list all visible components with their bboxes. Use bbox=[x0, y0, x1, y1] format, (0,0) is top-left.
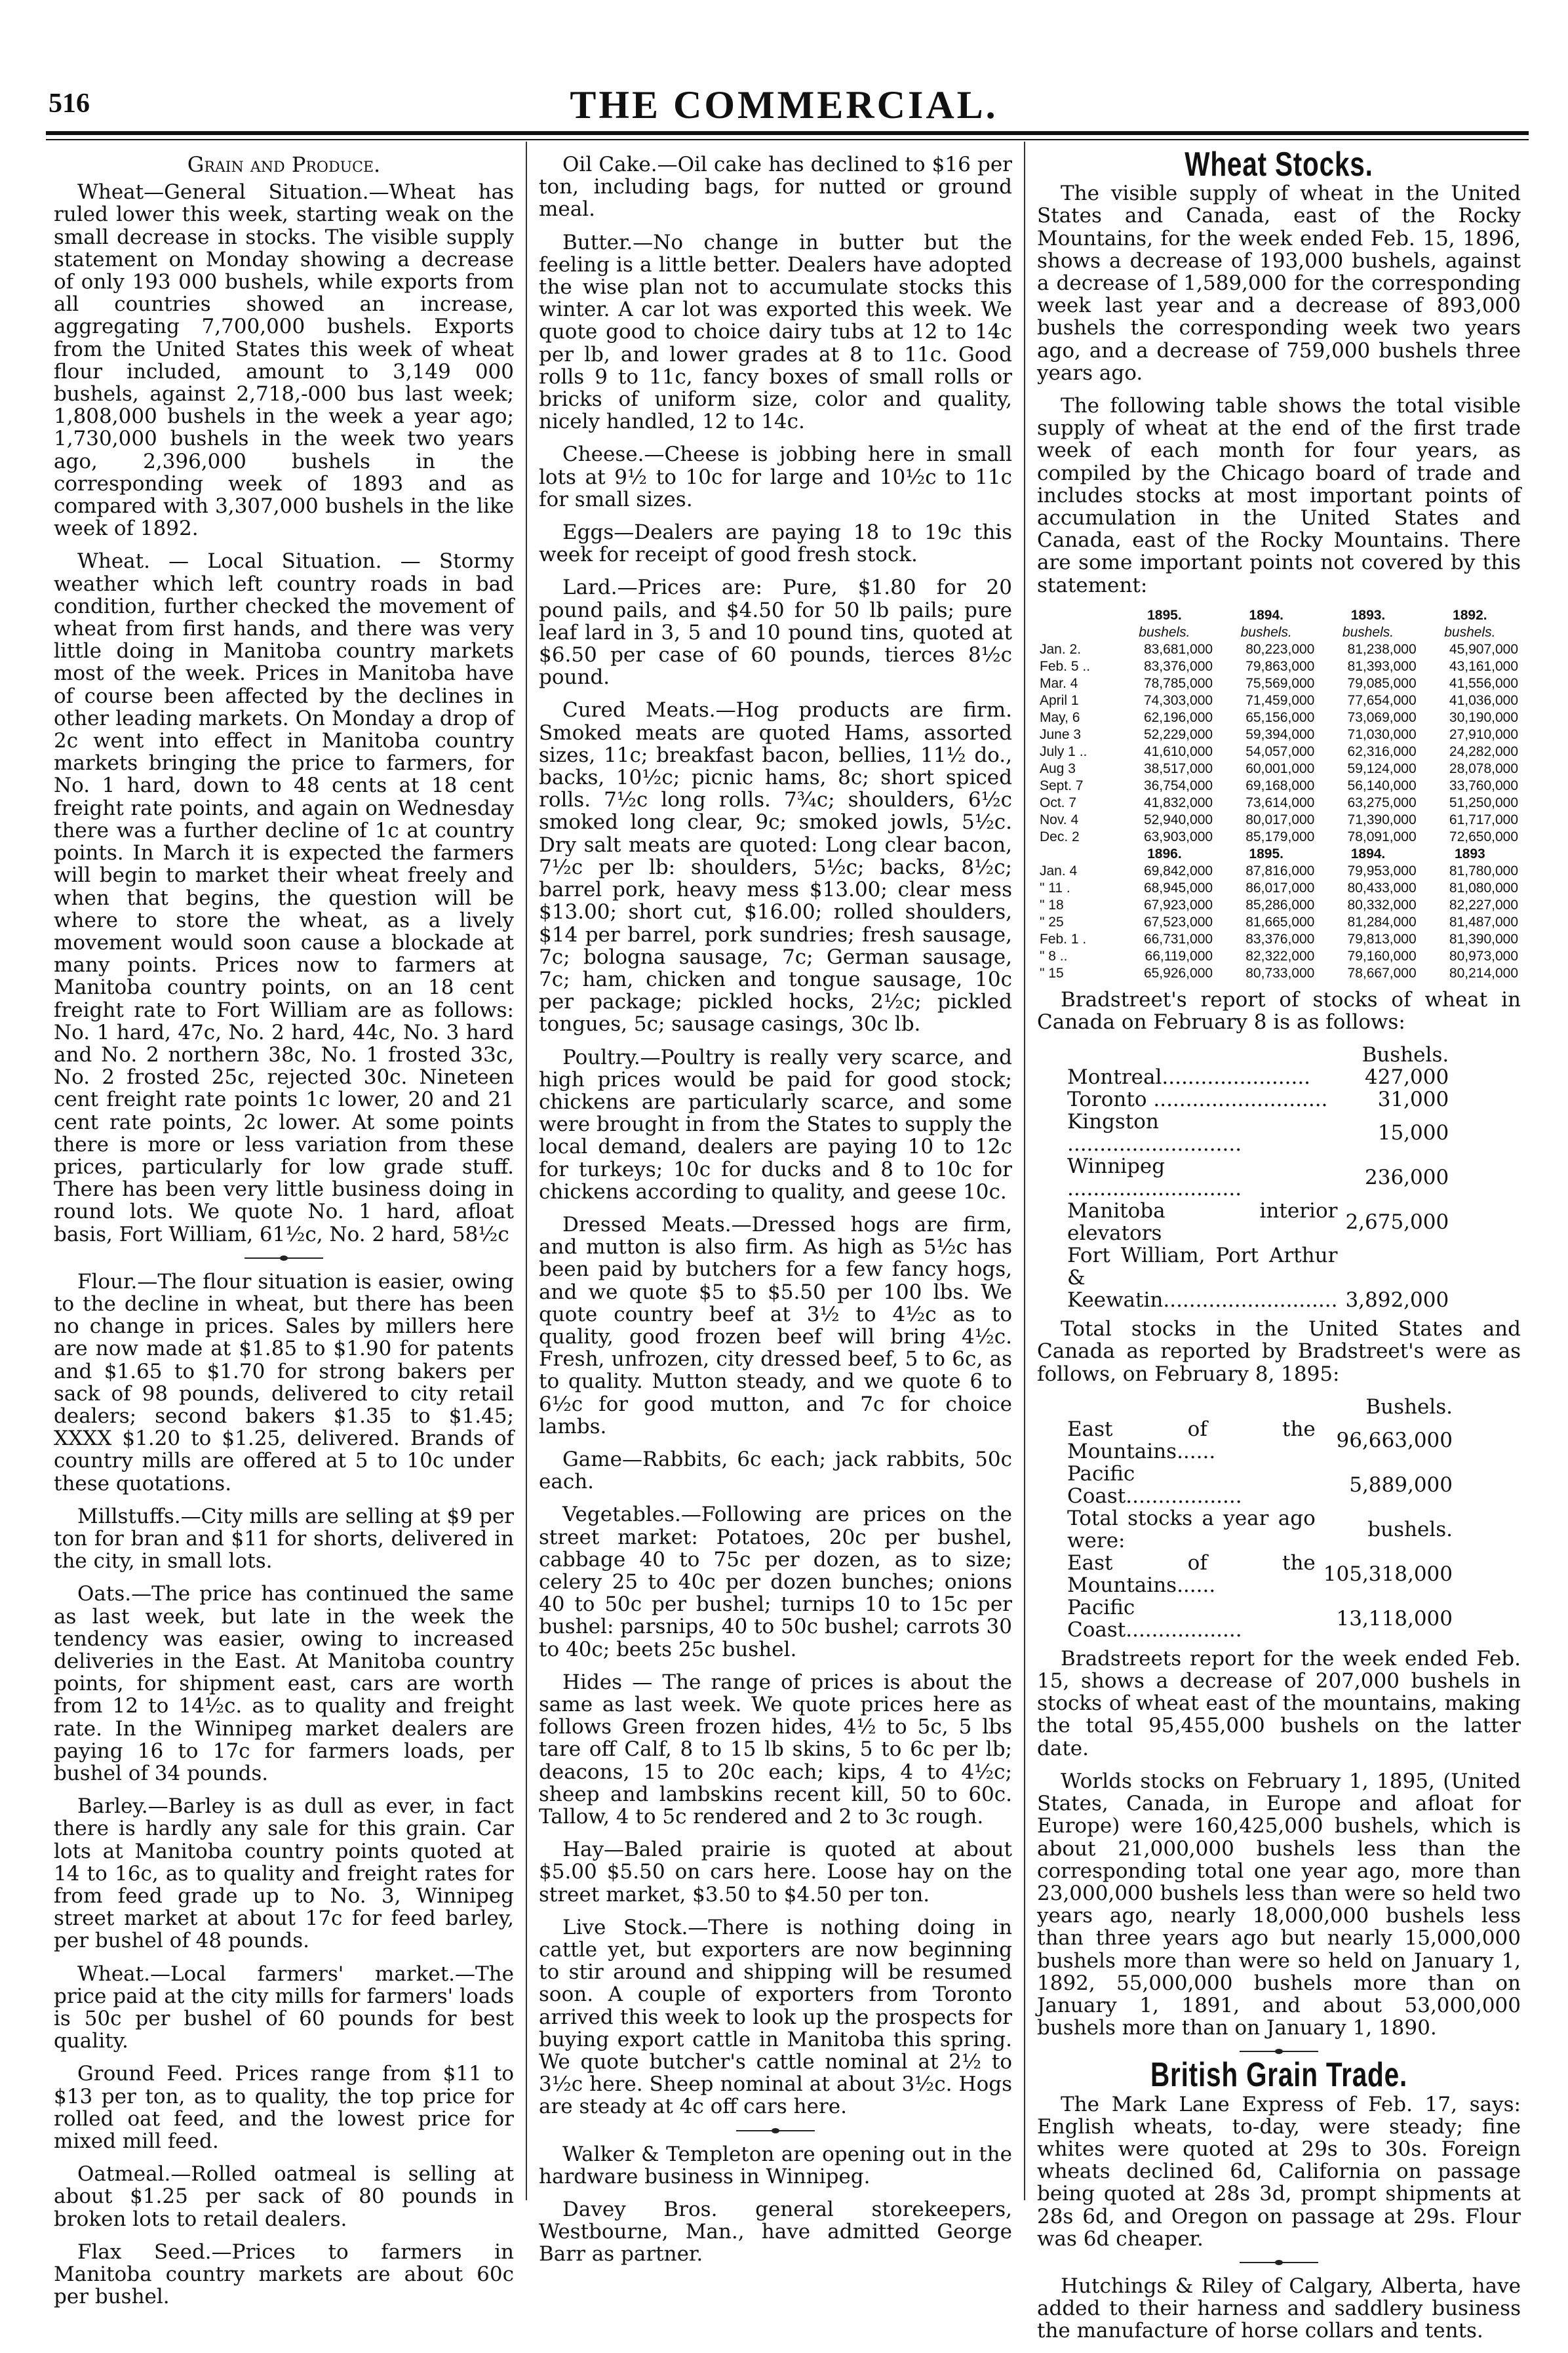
table-cell: 3,892,000 bbox=[1345, 1288, 1449, 1313]
table-cell: Mar. 4 bbox=[1040, 675, 1078, 691]
table-cell: " 25 bbox=[1040, 914, 1064, 930]
publication-title: THE COMMERCIAL. bbox=[570, 83, 998, 127]
table-cell: 80,433,000 bbox=[1347, 880, 1417, 896]
table-cell: 59,124,000 bbox=[1347, 761, 1417, 776]
table-cell: 24,282,000 bbox=[1449, 743, 1518, 759]
table-cell: 79,953,000 bbox=[1347, 863, 1417, 879]
section-divider bbox=[1240, 2262, 1318, 2263]
table-cell: bushels. bbox=[1240, 624, 1292, 640]
table-cell: 62,316,000 bbox=[1347, 743, 1417, 759]
table-cell: 2,675,000 bbox=[1345, 1210, 1449, 1235]
table-cell: 1892. bbox=[1453, 607, 1487, 623]
table-cell: 81,665,000 bbox=[1245, 914, 1315, 930]
table-row bbox=[1063, 1552, 1457, 1596]
table-cell: 52,940,000 bbox=[1143, 812, 1213, 827]
table-header-row bbox=[1063, 1396, 1457, 1418]
paragraph-game: Game—Rabbits, 6c each; jack rabbits, 50c each. bbox=[539, 1447, 1012, 1494]
table-cell: 78,785,000 bbox=[1143, 675, 1213, 691]
table-cell: 72,650,000 bbox=[1449, 829, 1518, 844]
section-divider bbox=[1240, 2051, 1318, 2052]
table-cell: Pacific Coast.................. bbox=[1067, 1461, 1242, 1508]
table-cell: 45,907,000 bbox=[1449, 641, 1518, 657]
table-cell: 65,926,000 bbox=[1143, 965, 1213, 981]
table-cell: 81,780,000 bbox=[1449, 863, 1518, 879]
table-cell: 80,973,000 bbox=[1449, 948, 1518, 964]
table-cell: 30,190,000 bbox=[1449, 709, 1518, 725]
table-cell: 71,459,000 bbox=[1245, 692, 1315, 708]
table-cell: May, 6 bbox=[1040, 709, 1080, 725]
canada-stocks-table bbox=[1063, 1044, 1453, 1311]
table-row bbox=[1037, 675, 1521, 692]
table-row bbox=[1063, 1200, 1453, 1244]
table-cell: Pacific Coast.................. bbox=[1067, 1595, 1242, 1642]
table-cell: 28,078,000 bbox=[1449, 761, 1518, 776]
paragraph-barley: Barley.—Barley is as dull as ever, in fact there is hardly any sale for this grain. Car lots at Manitoba country points quoted at 14 to 16c, as to quality and freight rates for from feed grade up to No. 3, Winnipeg street market at about 17c for feed barley, per bushel of 48 pounds. bbox=[54, 1794, 514, 1953]
table-cell: 69,168,000 bbox=[1245, 778, 1315, 793]
table-cell: bushels. bbox=[1444, 624, 1496, 640]
table-cell bbox=[1037, 846, 1114, 863]
table-row bbox=[1037, 692, 1521, 709]
table-cell: Nov. 4 bbox=[1040, 812, 1079, 827]
table-cell: Manitoba interior elevators bbox=[1067, 1199, 1338, 1246]
table-cell: 15,000 bbox=[1377, 1121, 1449, 1145]
heading-british-grain-trade: British Grain Trade. bbox=[1150, 2056, 1407, 2095]
table-cell: " 15 bbox=[1040, 965, 1064, 981]
table-row bbox=[1037, 880, 1521, 897]
paragraph-bradstreet-canada: Bradstreet's report of stocks of wheat in Canada on February 8 is as follows: bbox=[1037, 987, 1521, 1035]
table-cell: East of the Mountains...... bbox=[1067, 1551, 1316, 1597]
page-number: 516 bbox=[49, 89, 90, 119]
table-cell: 51,250,000 bbox=[1449, 795, 1518, 810]
table-cell: 74,303,000 bbox=[1143, 692, 1213, 708]
table-row bbox=[1037, 641, 1521, 658]
table-year-header bbox=[1037, 607, 1521, 624]
table-row bbox=[1037, 778, 1521, 795]
table-cell: bushels. bbox=[1367, 1517, 1453, 1541]
table-cell: 68,945,000 bbox=[1143, 880, 1213, 896]
table-cell: 78,667,000 bbox=[1347, 965, 1417, 981]
table-cell: 43,161,000 bbox=[1449, 658, 1518, 674]
paragraph-mark-lane: The Mark Lane Express of Feb. 17, says: English wheats, to-day, were steady; fine whites were quoted at 29s to 30s. Foreign wheats declined 6d, California on passage being quoted at 28s 3d, prompt shipments at 28s 6d, and Oregon on passage at 29s. Flour was 6d cheaper. bbox=[1037, 2092, 1521, 2251]
table-cell: Aug 3 bbox=[1040, 761, 1076, 776]
table-cell: " 18 bbox=[1040, 897, 1064, 913]
table-cell: 85,286,000 bbox=[1245, 897, 1315, 913]
paragraph-hides: Hides — The range of prices is about the same as last week. We quote prices here as follows Green frozen hides, 4½ to 5c, 5 lbs tare off Calf, 8 to 15 lb skins, 5 to 6c per lb; deacons, 15 to 20c each; kips, 4 to 4½c; sheep and lambskins recent kill, 50 to 60c. Tallow, 4 to 5c rendered and 2 to 3c rough. bbox=[539, 1670, 1012, 1829]
table-row bbox=[1037, 743, 1521, 761]
paragraph-bradstreet-decrease: Bradstreets report for the week ended Feb. 15, shows a decrease of 207,000 bushels in stocks of wheat east of the mountains, making the total 95,455,000 bushels on the latter date. bbox=[1037, 1646, 1521, 1760]
table-cell: 67,923,000 bbox=[1143, 897, 1213, 913]
table-cell: 79,085,000 bbox=[1347, 675, 1417, 691]
table-cell: 5,889,000 bbox=[1349, 1473, 1453, 1497]
table-cell: 73,614,000 bbox=[1245, 795, 1315, 810]
table-cell: 71,390,000 bbox=[1347, 812, 1417, 827]
table-cell: 1893. bbox=[1350, 607, 1386, 623]
column-divider bbox=[526, 142, 527, 2200]
table-cell: Keewatin........................... bbox=[1067, 1288, 1338, 1313]
column-grain-and-produce bbox=[54, 153, 514, 2318]
paragraph-hay: Hay—Baled prairie is quoted at about $5.00 $5.50 on cars here. Loose hay on the street market, $3.50 to $4.50 per ton. bbox=[539, 1838, 1012, 1907]
table-row bbox=[1037, 709, 1521, 726]
table-cell: 41,036,000 bbox=[1449, 692, 1518, 708]
table-cell: July 1 .. bbox=[1040, 743, 1088, 759]
paragraph-lard: Lard.—Prices are: Pure, $1.80 for 20 pound pails, and $4.50 for 50 lb pails; pure leaf lard in 3, 5 and 10 pound tins, quoted at $6.50 per case of 60 pounds, tierces 8½c pound. bbox=[539, 576, 1012, 690]
paragraph-davey-bros: Davey Bros. general storekeepers, Westbourne, Man., have admitted George Barr as partner. bbox=[539, 2198, 1012, 2266]
table-cell: 81,390,000 bbox=[1449, 931, 1518, 947]
table-cell: 1896. bbox=[1147, 846, 1182, 861]
paragraph-walker-templeton: Walker & Templeton are opening out in the hardware business in Winnipeg. bbox=[539, 2142, 1012, 2188]
table-cell bbox=[1037, 607, 1114, 624]
table-cell: 63,275,000 bbox=[1347, 795, 1417, 810]
paragraph-wheat-farmers-market: Wheat.—Local farmers' market.—The price paid at the city mills for farmers' loads is 50c per bushel of 60 pounds for best quality. bbox=[54, 1962, 514, 2053]
table-row bbox=[1063, 1066, 1453, 1088]
table-cell bbox=[1037, 624, 1114, 641]
table-cell: 427,000 bbox=[1365, 1065, 1449, 1090]
column-produce-continued bbox=[539, 153, 1012, 2276]
masthead-rule-thick bbox=[46, 131, 1529, 135]
paragraph-worlds-stocks: Worlds stocks on February 1, 1895, (United States, Canada, in Europe and afloat for Europe) were 160,425,000 bushels, which is about 21,000,000 bushels less than the corresponding total one year ago, more than 23,000,000 bushels less than were so held two years ago, nearly 18,000,000 bushels less than three years ago but nearly 15,000,000 bushels more than were so held on January 1, 1892, 55,000,000 bushels more than on January 1, 1891, and about 53,000,000 bushels more than on January 1, 1890. bbox=[1037, 1769, 1521, 2040]
table-cell: bushels. bbox=[1342, 624, 1394, 640]
table-cell: 38,517,000 bbox=[1143, 761, 1213, 776]
table-row bbox=[1063, 1507, 1457, 1552]
table-row bbox=[1063, 1596, 1457, 1641]
table-cell: 1894. bbox=[1249, 607, 1284, 623]
table-cell: 61,717,000 bbox=[1449, 812, 1518, 827]
table-cell: Jan. 4 bbox=[1040, 863, 1078, 879]
table-cell: 236,000 bbox=[1365, 1166, 1449, 1190]
table-cell: 65,156,000 bbox=[1245, 709, 1315, 725]
paragraph-butter: Butter.—No change in butter but the feeling is a little better. Dealers have adopted the wise plan not to accumulate stocks this winter. A car lot was exported this week. We quote good to choice dairy tubs at 12 to 14c per lb, and lower grades at 8 to 11c. Good rolls 9 to 11c, fancy boxes of small rolls or bricks of uniform size, color and quality, nicely handled, 12 to 14c. bbox=[539, 230, 1012, 434]
table-cell: " 8 .. bbox=[1040, 948, 1068, 964]
table-row bbox=[1063, 1088, 1453, 1111]
table-row bbox=[1037, 863, 1521, 880]
visible-supply-table bbox=[1037, 607, 1521, 982]
table-cell bbox=[1341, 1244, 1453, 1289]
table-cell: 81,487,000 bbox=[1449, 914, 1518, 930]
table-cell: 86,017,000 bbox=[1245, 880, 1315, 896]
table-row bbox=[1063, 1463, 1457, 1507]
paragraph-flax-seed: Flax Seed.—Prices to farmers in Manitoba country markets are about 60c per bushel. bbox=[54, 2240, 514, 2309]
paragraph-hutchings-riley: Hutchings & Riley of Calgary, Alberta, have added to their harness and saddlery business the manufacture of horse collars and tents. bbox=[1037, 2274, 1521, 2343]
paragraph-oatmeal: Oatmeal.—Rolled oatmeal is selling at about $1.25 per sack of 80 pounds in broken lots to retail dealers. bbox=[54, 2162, 514, 2231]
table-cell: Toronto ........................... bbox=[1067, 1088, 1328, 1112]
paragraph-millstuffs: Millstuffs.—City mills are selling at $9 per ton for bran and $11 for shorts, delivered in the city, in small lots. bbox=[54, 1504, 514, 1573]
table-cell: 71,030,000 bbox=[1347, 726, 1417, 742]
table-unit-header bbox=[1037, 624, 1521, 641]
table-cell: East of the Mountains...... bbox=[1067, 1417, 1316, 1463]
table-cell: 41,556,000 bbox=[1449, 675, 1518, 691]
table-cell: April 1 bbox=[1040, 692, 1079, 708]
table-cell: Fort William, Port Arthur & bbox=[1067, 1244, 1338, 1290]
table-cell: 96,663,000 bbox=[1336, 1428, 1453, 1452]
table-cell: 1895. bbox=[1249, 846, 1284, 861]
table-cell: bushels. bbox=[1139, 624, 1190, 640]
table-cell: Sept. 7 bbox=[1040, 778, 1084, 793]
table-cell: 1893 bbox=[1454, 846, 1485, 861]
heading-wheat-stocks: Wheat Stocks. bbox=[1185, 146, 1373, 184]
table-cell: 41,610,000 bbox=[1143, 743, 1213, 759]
table-cell: 83,681,000 bbox=[1143, 641, 1213, 657]
table-cell: 62,196,000 bbox=[1143, 709, 1213, 725]
table-cell: 85,179,000 bbox=[1245, 829, 1315, 844]
table-cell: 69,842,000 bbox=[1143, 863, 1213, 879]
paragraph-dressed-meats: Dressed Meats.—Dressed hogs are firm, and mutton is also firm. As high as 5½c has been paid by butchers for a few fancy hogs, and we quote $5 to $5.50 per 100 lbs. We quote country beef at 3½ to 4½c as to quality, good frozen beef will bring 4½c. Fresh, unfrozen, city dressed beef, 5 to 6c, as to quality. Mutton steady, and we quote 6 to 6½c for good mutton, and 7c for choice lambs. bbox=[539, 1212, 1012, 1438]
table-row bbox=[1037, 965, 1521, 982]
table-cell: 67,523,000 bbox=[1143, 914, 1213, 930]
table-cell: 78,091,000 bbox=[1347, 829, 1417, 844]
table-cell: 79,160,000 bbox=[1347, 948, 1417, 964]
paragraph-live-stock: Live Stock.—There is nothing doing in cattle yet, but exporters are now beginning to stir around and shipping will be resumed soon. A couple of exporters from Toronto arrived this week to look up the prospects for buying export cattle in Manitoba this spring. We quote butcher's cattle nominal at 2½ to 3½c here. Sheep nominal at about 3½c. Hogs are steady at 4c off cars here. bbox=[539, 1915, 1012, 2119]
table-cell: Total stocks a year ago were: bbox=[1067, 1506, 1316, 1552]
paragraph-oats: Oats.—The price has continued the same as last week, but late in the week the tendency was easier, owing to increased deliveries in the East. At Manitoba country points, for shipment east, cars are worth from 12 to 14½c. as to quality and freight rate. In the Winnipeg market dealers are paying 16 to 17c for farmers loads, per bushel of 34 pounds. bbox=[54, 1582, 514, 1786]
table-cell: 77,654,000 bbox=[1347, 692, 1417, 708]
section-divider bbox=[245, 1257, 323, 1259]
table-cell: 105,318,000 bbox=[1323, 1562, 1453, 1586]
table-cell: 82,227,000 bbox=[1449, 897, 1518, 913]
table-cell: 56,140,000 bbox=[1347, 778, 1417, 793]
paragraph-cheese: Cheese.—Cheese is jobbing here in small lots at 9½ to 10c for large and 10½c to 11c for small sizes. bbox=[539, 443, 1012, 511]
table-cell: 79,813,000 bbox=[1347, 931, 1417, 947]
table-cell: 52,229,000 bbox=[1143, 726, 1213, 742]
table-row bbox=[1063, 1111, 1453, 1155]
table-cell: 60,001,000 bbox=[1245, 761, 1315, 776]
table-cell: 41,832,000 bbox=[1143, 795, 1213, 810]
table-row bbox=[1037, 726, 1521, 743]
table-cell: Winnipeg ........................... bbox=[1067, 1155, 1242, 1201]
table-cell: 33,760,000 bbox=[1449, 778, 1518, 793]
table-cell: Feb. 1 . bbox=[1040, 931, 1087, 947]
table-cell: 83,376,000 bbox=[1143, 658, 1213, 674]
table-cell: 36,754,000 bbox=[1143, 778, 1213, 793]
table-cell: 80,214,000 bbox=[1449, 965, 1518, 981]
paragraph-cured-meats: Cured Meats.—Hog products are firm. Smoked meats are quoted Hams, assorted sizes, 11c; breakfast bacon, bellies, 11½ do., backs, 10½c; picnic hams, 8c; short spiced rolls. 7½c long rolls. 7¾c; shoulders, 6½c smoked long clear, 9c; smoked jowls, 5½c. Dry salt meats are quoted: Long clear bacon, 7½c per lb: shoulders, 5½c; backs, 8½c; barrel pork, heavy mess $13.00; clear mess $13.00; short cut, $16.00; rolled shoulders, $14 per barrel, pork sundries; fresh sausage, 7c; bologna sausage, 7c; German sausage, 7c; ham, chicken and tongue sausage, 10c per package; pickled hocks, 2½c; pickled tongues, 5c; sausage casings, 30c lb. bbox=[539, 698, 1012, 1037]
paragraph-table-intro: The following table shows the total visible supply of wheat at the end of the first trade week of each month for four years, as compiled by the Chicago board of trade and includes stocks at most important points of accumulation in the United States and Canada, east of the Rocky Mountains. There are some important points not covered by this statement: bbox=[1037, 394, 1521, 597]
table-cell: 83,376,000 bbox=[1245, 931, 1315, 947]
masthead-rule-thin bbox=[46, 139, 1529, 140]
table-row bbox=[1037, 812, 1521, 829]
table-cell bbox=[1063, 1044, 1341, 1066]
table-row bbox=[1037, 931, 1521, 948]
table-row bbox=[1037, 761, 1521, 778]
table-cell: 80,733,000 bbox=[1245, 965, 1315, 981]
table-header: Bushels. bbox=[1365, 1394, 1453, 1419]
paragraph-eggs: Eggs—Dealers are paying 18 to 19c this week for receipt of good fresh stock. bbox=[539, 521, 1012, 567]
table-cell bbox=[1063, 1396, 1320, 1418]
table-cell: 59,394,000 bbox=[1245, 726, 1315, 742]
table-cell: 82,322,000 bbox=[1245, 948, 1315, 964]
paragraph-poultry: Poultry.—Poultry is really very scarce, and high prices would be paid for good stock; chickens are particularly scarce, and some were brought in from the States to supply the local demand, dealers are paying 10 to 12c for turkeys; 10c for ducks and 8 to 10c for chickens according to quality, and geese 10c. bbox=[539, 1045, 1012, 1204]
table-cell: 66,119,000 bbox=[1145, 948, 1213, 964]
table-cell: 13,118,000 bbox=[1336, 1606, 1453, 1631]
table-row bbox=[1037, 829, 1521, 846]
table-row bbox=[1063, 1155, 1453, 1200]
table-cell: Dec. 2 bbox=[1040, 829, 1080, 844]
table-cell: 63,903,000 bbox=[1143, 829, 1213, 844]
table-cell: June 3 bbox=[1040, 726, 1082, 742]
paragraph-total-stocks: Total stocks in the United States and Canada as reported by Bradstreet's were as follows, on February 8, 1895: bbox=[1037, 1317, 1521, 1386]
paragraph-vegetables: Vegetables.—Following are prices on the street market: Potatoes, 20c per bushel, cabbage 40 to 75c per dozen, as to size; celery 25 to 40c per dozen bunches; onions 40 to 50c per bushel; turnips 10 to 15c per bushel: parsnips, 40 to 50c bushel; carrots 30 to 40c; beets 25c bushel. bbox=[539, 1503, 1012, 1661]
table-cell: 75,569,000 bbox=[1245, 675, 1315, 691]
table-cell: 1894. bbox=[1350, 846, 1386, 861]
total-stocks-table bbox=[1063, 1396, 1457, 1641]
table-cell: 81,080,000 bbox=[1449, 880, 1518, 896]
table-row bbox=[1063, 1418, 1457, 1463]
table-cell: 54,057,000 bbox=[1245, 743, 1315, 759]
table-row bbox=[1037, 948, 1521, 965]
paragraph-visible-supply: The visible supply of wheat in the United States and Canada, east of the Rocky Mountains, for the week ended Feb. 15, 1896, shows a decrease of 193,000 bushels, against a decrease of 1,589,000 for the corresponding week last year and a decrease of 893,000 bushels the corresponding week two years ago, and a decrease of 759,000 bushels three years ago. bbox=[1037, 182, 1521, 385]
column-divider bbox=[1024, 142, 1025, 2200]
table-header-row bbox=[1063, 1044, 1453, 1066]
paragraph-ground-feed: Ground Feed. Prices range from $11 to $13 per ton, as to quality, the top price for rolled oat feed, and the lowest price for mixed mill feed. bbox=[54, 2062, 514, 2154]
table-cell: 79,863,000 bbox=[1245, 658, 1315, 674]
paragraph-oil-cake: Oil Cake.—Oil cake has declined to $16 per ton, including bags, for nutted or ground meal. bbox=[539, 153, 1012, 222]
table-cell: 81,238,000 bbox=[1347, 641, 1417, 657]
paragraph-flour: Flour.—The flour situation is easier, owing to the decline in wheat, but there has been no change in prices. Sales by millers here are now made at $1.85 to $1.90 for patents and $1.65 to $1.70 for strong bakers per sack of 98 pounds, delivered to city retail dealers; second bakers $1.35 to $1.45; XXXX $1.20 to $1.25, delivered. Brands of country mills are offered at 5 to 10c under these quotations. bbox=[54, 1269, 514, 1495]
table-header: Bushels. bbox=[1362, 1043, 1449, 1067]
table-cell: Oct. 7 bbox=[1040, 795, 1077, 810]
table-cell: Montreal....................... bbox=[1067, 1065, 1311, 1090]
table-cell: Feb. 5 .. bbox=[1040, 658, 1091, 674]
table-cell: 1895. bbox=[1147, 607, 1182, 623]
column-wheat-stocks bbox=[1037, 146, 1521, 2353]
table-year-header bbox=[1037, 846, 1521, 863]
table-row bbox=[1037, 795, 1521, 812]
table-cell: 31,000 bbox=[1377, 1088, 1449, 1112]
section-title: Grain and Produce. bbox=[187, 152, 381, 177]
table-cell: Jan. 2. bbox=[1040, 641, 1082, 657]
table-cell: 73,069,000 bbox=[1347, 709, 1417, 725]
table-cell: 80,332,000 bbox=[1347, 897, 1417, 913]
table-row bbox=[1037, 897, 1521, 914]
table-row bbox=[1037, 914, 1521, 931]
table-cell: Kingston ........................... bbox=[1067, 1110, 1242, 1157]
table-row bbox=[1063, 1244, 1453, 1289]
table-cell: 80,223,000 bbox=[1245, 641, 1315, 657]
masthead bbox=[39, 79, 1529, 131]
table-row bbox=[1063, 1289, 1453, 1311]
paragraph-wheat-general: Wheat—General Situation.—Wheat has ruled lower this week, starting weak on the small decrease in stocks. The visible supply statement on Monday showing a decrease of only 193 000 bushels, while exports from all countries showed an increase, aggregating 7,700,000 bushels. Exports from the United States this week of wheat flour included, amount to 3,149 000 bushels, against 2,718,-000 bus last week; 1,808,000 bushels in the week a year ago; 1,730,000 bushels in the week two years ago, 2,396,000 bushels in the corresponding week of 1893 and as compared with 3,307,000 bushels in the like week of 1892. bbox=[54, 180, 514, 541]
table-row bbox=[1037, 658, 1521, 675]
table-cell: 66,731,000 bbox=[1143, 931, 1213, 947]
table-cell: " 11 . bbox=[1040, 880, 1070, 896]
table-cell: 27,910,000 bbox=[1449, 726, 1518, 742]
table-cell: 81,393,000 bbox=[1347, 658, 1417, 674]
table-cell: 81,284,000 bbox=[1347, 914, 1417, 930]
table-cell: 87,816,000 bbox=[1245, 863, 1315, 879]
section-divider bbox=[736, 2130, 815, 2131]
table-cell: 80,017,000 bbox=[1245, 812, 1315, 827]
paragraph-wheat-local: Wheat. — Local Situation. — Stormy weather which left country roads in bad condition, further checked the movement of wheat from first hands, and there was very little doing in Manitoba country markets most of the week. Prices in Manitoba have of course been affected by the declines in other leading markets. On Monday a drop of 2c went into effect in Manitoba country markets bringing the price to farmers, for No. 1 hard, down to 48 cents at 18 cent freight rate points, and again on Wednesday there was a further decline of 1c at country points. In March it is expected the farmers will begin to market their wheat freely and when that begins, the question will be where to store the wheat, as a lively movement would soon cause a blockade at many points. Prices now to farmers at Manitoba country points, on an 18 cent freight rate to Fort William are as follows: No. 1 hard, 47c, No. 2 hard, 44c, No. 3 hard and No. 2 northern 38c, No. 1 frosted 33c, No. 2 frosted 25c, rejected 30c. Nineteen cent freight rate points 1c lower, 20 and 21 cent rate points, 2c lower. At some points there is more or less variation from these prices, particularly for low grade stuff. There has been very little business doing in round lots. We quote No. 1 hard, afloat basis, Fort William, 61½c, No. 2 hard, 58½c bbox=[54, 549, 514, 1246]
